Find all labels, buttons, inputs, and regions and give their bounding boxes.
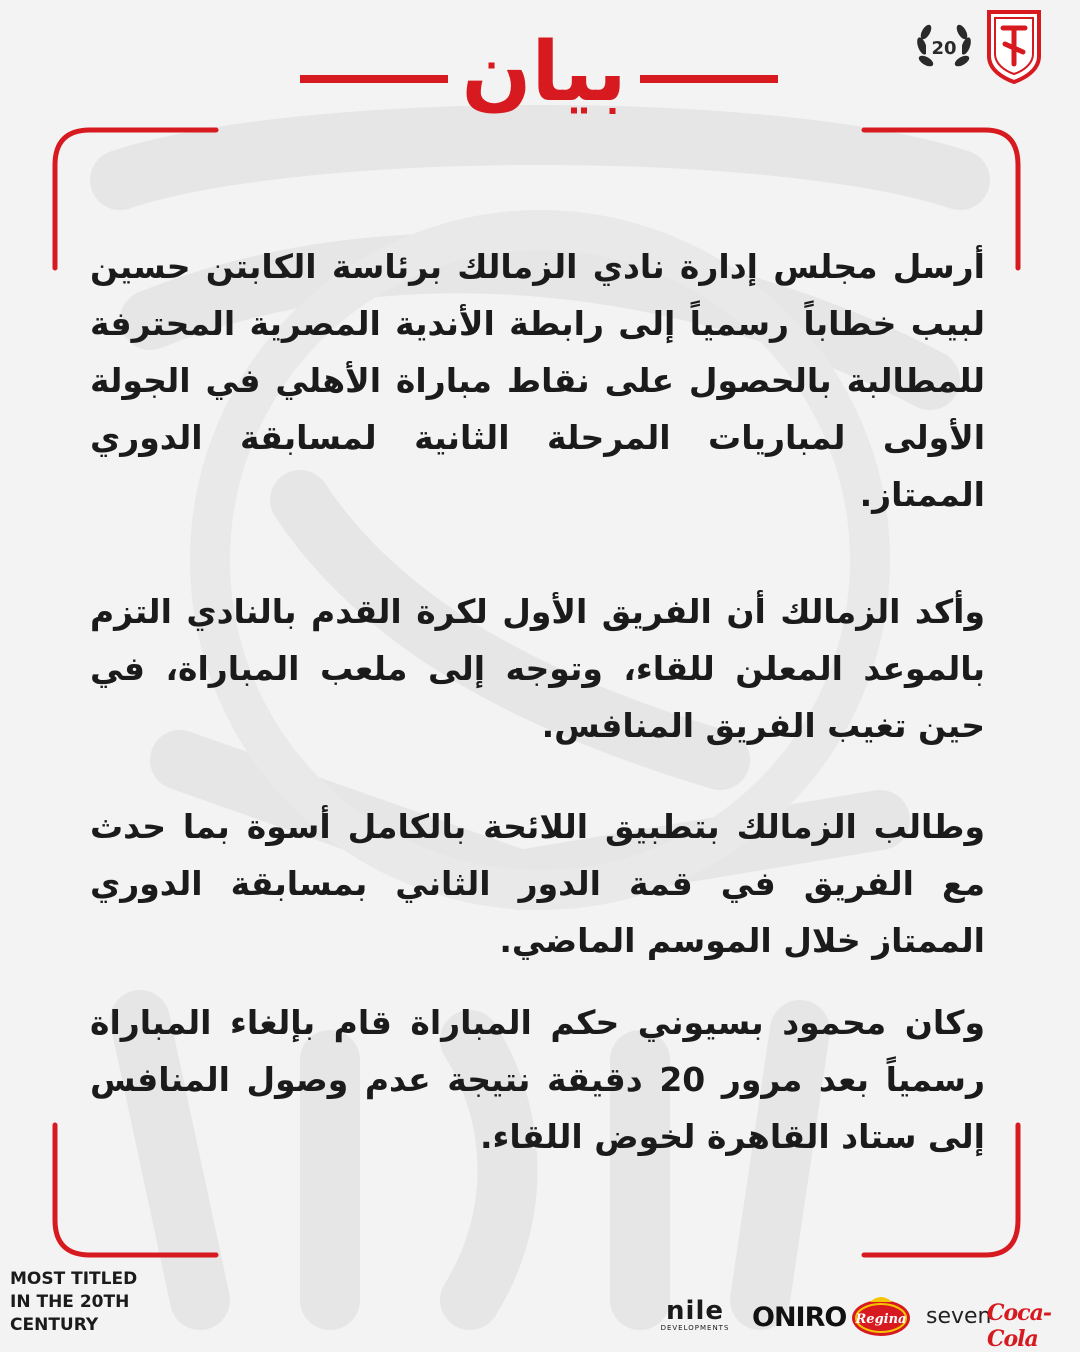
slogan-line-3: CENTURY [10, 1315, 99, 1335]
slogan [10, 1268, 210, 1337]
sponsor-nile-name: nile [666, 1296, 724, 1326]
sponsor-strip [650, 1290, 1070, 1352]
sponsor-oniro-logo: ONIRO [752, 1302, 847, 1333]
sponsor-regina-logo [850, 1292, 912, 1340]
statement-body [90, 238, 985, 1165]
paragraph-1: أرسل مجلس إدارة نادي الزمالك برئاسة الكابتن حسين لبيب خطاباً رسمياً إلى رابطة الأندية المصرية المحترفة للمطالبة بالحصول على نقاط مباراة الأهلي في الجولة الأولى لمباريات المرحلة الثانية لمسابقة الدوري الممتاز. [90, 247, 985, 514]
slogan-line-1: MOST TITLED [10, 1269, 138, 1289]
slogan-line-2: IN THE 20TH [10, 1292, 130, 1312]
title-rule-right [640, 75, 778, 83]
club-crest-icon [985, 8, 1043, 84]
sponsor-seven-logo: seven [926, 1304, 992, 1329]
title-rule-left [300, 75, 448, 83]
sponsor-nile-logo [650, 1298, 740, 1338]
paragraph-4: وكان محمود بسيوني حكم المباراة قام بإلغاء المباراة رسمياً بعد مرور 20 دقيقة نتيجة عدم وصول المنافس إلى ستاد القاهرة لخوض اللقاء. [90, 1003, 985, 1156]
badge-number: 20 [931, 38, 957, 59]
sponsor-coca-cola-logo: Coca-Cola [987, 1300, 1051, 1352]
paragraph-3: وطالب الزمالك بتطبيق اللائحة بالكامل أسوة بما حدث مع الفريق في قمة الدور الثاني بمسابقة الدوري الممتاز خلال الموسم الماضي. [90, 807, 985, 960]
paragraph-2: وأكد الزمالك أن الفريق الأول لكرة القدم بالنادي التزم بالموعد المعلن للقاء، وتوجه إلى ملعب المباراة، في حين تغيب الفريق المنافس. [90, 592, 985, 745]
sponsor-nile-sub: DEVELOPMENTS [660, 1324, 730, 1332]
sponsor-regina-name: Regina [855, 1312, 907, 1327]
page-title: بيان [461, 25, 627, 120]
laurel-20-badge-icon [912, 16, 976, 78]
